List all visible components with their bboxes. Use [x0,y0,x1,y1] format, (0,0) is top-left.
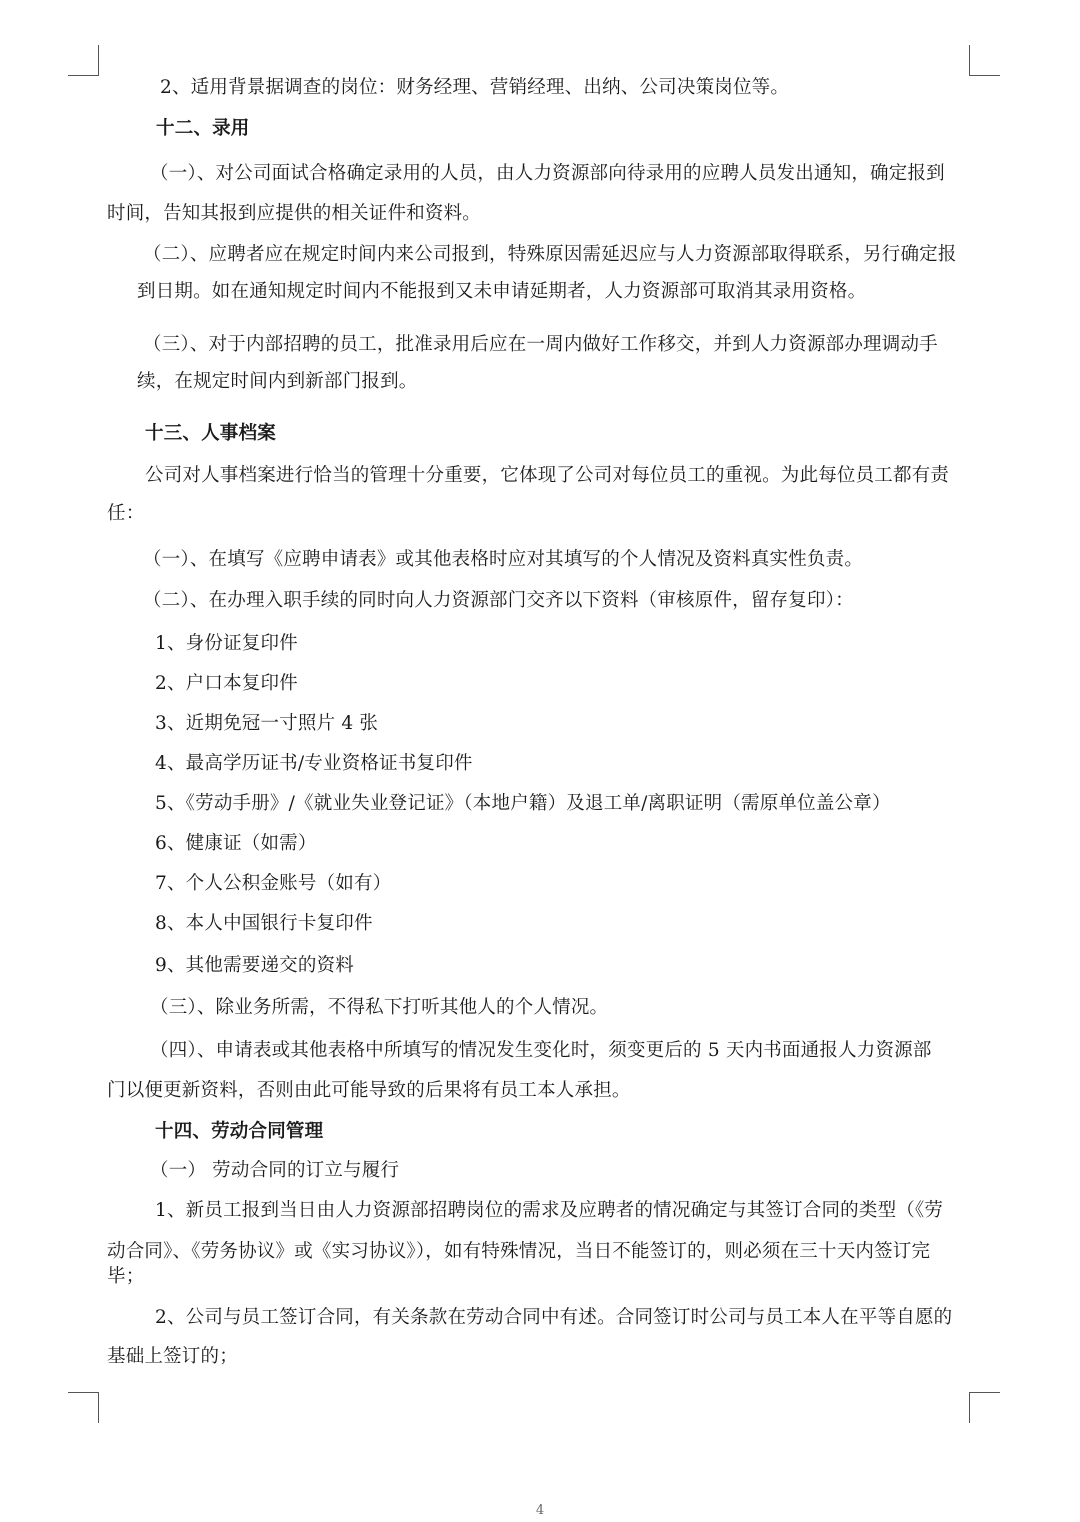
text-line: 续，在规定时间内到新部门报到。 [137,371,418,392]
section-heading: 十三、人事档案 [145,423,276,444]
list-item: 7、个人公积金账号（如有） [155,873,392,894]
list-item: 8、本人中国银行卡复印件 [155,913,373,934]
text-line: 2、适用背景据调查的岗位：财务经理、营销经理、出纳、公司决策岗位等。 [160,77,790,98]
text-line: 动合同》、《劳务协议》或《实习协议》），如有特殊情况，当日不能签订的，则必须在三十天内签订完 [107,1241,931,1262]
text-line: （三）、除业务所需，不得私下打听其他人的个人情况。 [150,997,609,1018]
text-line: 1、新员工报到当日由人力资源部招聘岗位的需求及应聘者的情况确定与其签订合同的类型（《劳 [155,1200,944,1221]
list-item: 5、《劳动手册》/《就业失业登记证》（本地户籍）及退工单/离职证明（需原单位盖公章） [155,793,891,814]
text-line: （一）、在填写《应聘申请表》或其他表格时应对其填写的个人情况及资料真实性负责。 [143,549,864,570]
crop-mark-top-left [68,45,99,76]
crop-mark-bottom-left [68,1392,99,1423]
crop-mark-bottom-right [969,1392,1000,1423]
page-number: 4 [535,1503,545,1518]
list-item: 9、其他需要递交的资料 [155,955,354,976]
list-item: 4、最高学历证书/专业资格证书复印件 [155,753,473,774]
text-line: （二）、在办理入职手续的同时向人力资源部门交齐以下资料（审核原件，留存复印）： [143,590,854,611]
text-line: 2、公司与员工签订合同，有关条款在劳动合同中有述。合同签订时公司与员工本人在平等自愿的 [155,1307,953,1328]
text-line: 基础上签订的； [107,1346,238,1367]
list-item: 3、近期免冠一寸照片 4 张 [155,713,379,734]
text-line: （一）、对公司面试合格确定录用的人员，由人力资源部向待录用的应聘人员发出通知，确定报到 [150,163,945,184]
section-heading: 十四、劳动合同管理 [155,1121,324,1142]
text-line: （一） 劳动合同的订立与履行 [150,1160,400,1181]
list-item: 6、健康证（如需） [155,833,317,854]
text-line: 门以便更新资料，否则由此可能导致的后果将有员工本人承担。 [107,1080,631,1101]
list-item: 1、身份证复印件 [155,633,298,654]
text-line: 公司对人事档案进行恰当的管理十分重要，它体现了公司对每位员工的重视。为此每位员工都有责 [145,465,950,486]
text-line: 任： [107,503,145,524]
crop-mark-top-right [969,45,1000,76]
section-heading: 十二、录用 [156,118,250,139]
text-line: （四）、申请表或其他表格中所填写的情况发生变化时，须变更后的 5 天内书面通报人力资源部 [150,1040,932,1061]
text-line: 毕； [107,1266,145,1287]
text-line: 时间，告知其报到应提供的相关证件和资料。 [107,203,482,224]
text-line: 到日期。如在通知规定时间内不能报到又未申请延期者，人力资源部可取消其录用资格。 [137,281,867,302]
text-line: （二）、应聘者应在规定时间内来公司报到，特殊原因需延迟应与人力资源部取得联系，另行确定报 [143,244,957,265]
text-line: （三）、对于内部招聘的员工，批准录用后应在一周内做好工作移交，并到人力资源部办理调动手 [143,334,938,355]
list-item: 2、户口本复印件 [155,673,298,694]
